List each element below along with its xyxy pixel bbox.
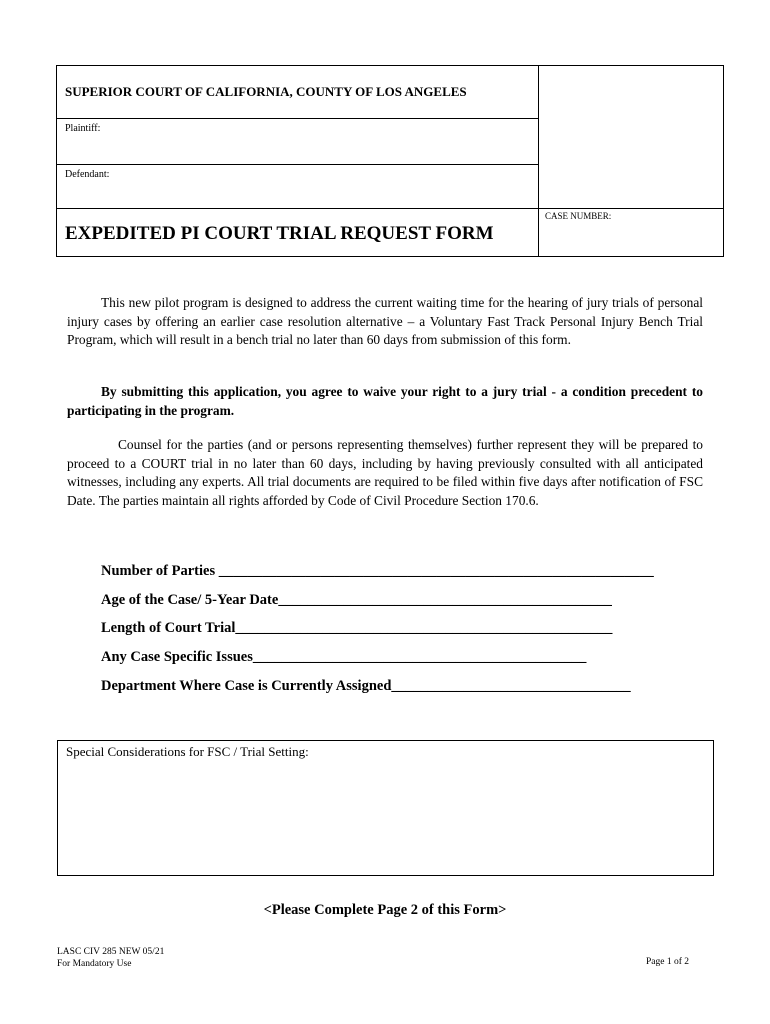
defendant-label: Defendant: — [65, 169, 110, 180]
special-considerations-box[interactable] — [57, 740, 714, 876]
form-code: LASC CIV 285 NEW 05/21 — [57, 947, 165, 957]
field-line[interactable]: ____________________________________________________________ — [218, 563, 654, 579]
field-label: Age of the Case/ 5-Year Date — [101, 592, 279, 608]
court-name: SUPERIOR COURT OF CALIFORNIA, COUNTY OF LOS ANGELES — [65, 84, 467, 99]
form-code-block — [57, 946, 164, 970]
complete-page-2-note: <Please Complete Page 2 of this Form> — [263, 902, 507, 918]
page-number: Page 1 of 2 — [646, 957, 690, 967]
field-line[interactable]: ______________________________________________ — [278, 592, 612, 608]
case-specific-issues-field[interactable] — [101, 649, 586, 666]
field-label: Any Case Specific Issues — [101, 649, 253, 665]
plaintiff-label: Plaintiff: — [65, 123, 101, 134]
counsel-paragraph: Counsel for the parties (and or persons representing themselves) further represent they will be prepared to proceed to a COURT trial in no later than 60 days, including by having previously consulted with all anticipated witnesses, including any experts. All trial documents are required to be filed within five days after notification of FSC Date. The parties maintain all rights afforded by Code of Civil Procedure Section 170.6. — [67, 437, 703, 508]
trial-length-field[interactable] — [101, 620, 612, 637]
plaintiff-field[interactable] — [57, 119, 539, 165]
field-label: Length of Court Trial — [101, 620, 236, 636]
field-line[interactable]: ______________________________________________ — [252, 649, 587, 665]
case-number-field[interactable] — [539, 209, 723, 257]
case-age-field[interactable] — [101, 592, 612, 609]
department-field[interactable] — [101, 678, 631, 695]
special-considerations-label: Special Considerations for FSC / Trial Setting: — [66, 744, 309, 759]
intro-paragraph: This new pilot program is designed to address the current waiting time for the hearing of jury trials of personal injury cases by offering an earlier case resolution alternative – a Voluntary Fast Track Personal Injury Bench Trial Program, which will result in a bench trial no later than 60 days from submission of this form. — [67, 295, 703, 347]
defendant-field[interactable] — [57, 165, 539, 209]
court-name-cell — [57, 66, 539, 119]
usage-note: For Mandatory Use — [57, 959, 132, 969]
number-of-parties-field[interactable] — [101, 563, 654, 580]
clerk-stamp-area — [539, 66, 723, 209]
field-line[interactable]: ____________________________________________________ — [235, 620, 613, 636]
form-title-cell — [57, 209, 539, 257]
waiver-paragraph: By submitting this application, you agree to waive your right to a jury trial - a condition precedent to participating in the program. — [67, 384, 703, 418]
field-label: Department Where Case is Currently Assigned — [101, 678, 392, 694]
field-line[interactable]: _________________________________ — [391, 678, 631, 694]
form-title: EXPEDITED PI COURT TRIAL REQUEST FORM — [65, 223, 494, 244]
case-number-label: CASE NUMBER: — [545, 211, 612, 221]
field-label: Number of Parties — [101, 563, 219, 579]
caption-table — [56, 65, 724, 257]
